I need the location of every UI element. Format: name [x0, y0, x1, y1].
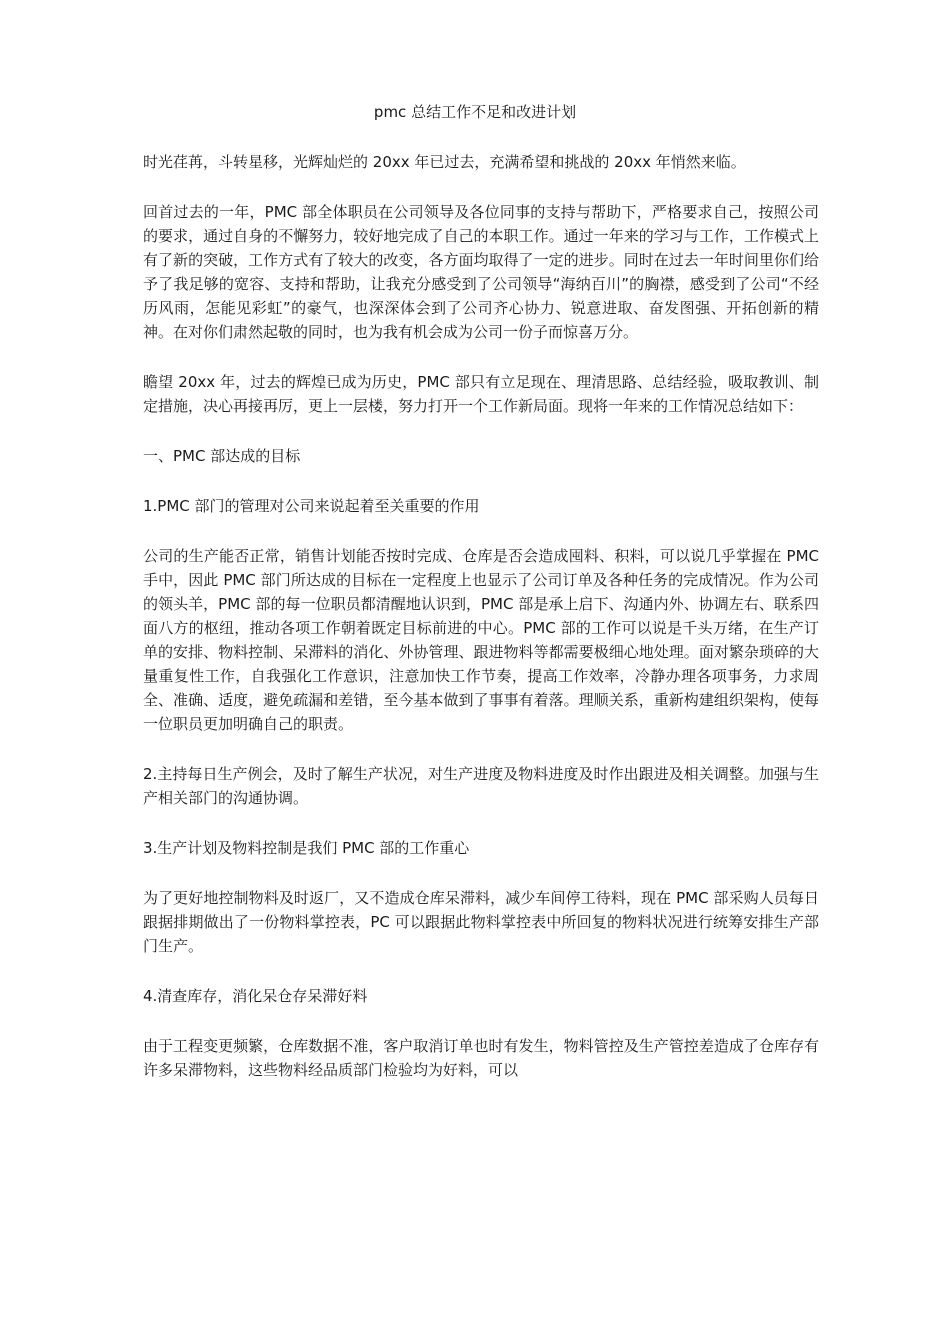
paragraph-review: 回首过去的一年，PMC 部全体职员在公司领导及各位同事的支持与帮助下，严格要求自己，按照公司的要求，通过自身的不懈努力，较好地完成了自己的本职工作。通过一年来的学习与工作，工作模式上有了新的突破，工作方式有了较大的改变，各方面均取得了一定的进步。同时在过去一年时间里你们给予了我足够的宽容、支持和帮助，让我充分感受到了公司领导“海纳百川”的胸襟，感受到了公司“不经历风雨，怎能见彩虹”的豪气，也深深体会到了公司齐心协力、锐意进取、奋发图强、开拓创新的精神。在对你们肃然起敬的同时，也为我有机会成为公司一份子而惊喜万分。 [143, 203, 819, 341]
document-body [143, 150, 819, 1108]
paragraph-outlook: 瞻望 20xx 年，过去的辉煌已成为历史，PMC 部只有立足现在、理清思路、总结经验，吸取教训、制定措施，决心再接再厉，更上一层楼，努力打开一个工作新局面。现将一年来的工作情况总结如下： [143, 373, 819, 415]
paragraph-material-control: 为了更好地控制物料及时返厂，又不造成仓库呆滞料，减少车间停工待料，现在 PMC 部采购人员每日跟据排期做出了一份物料掌控表，PC 可以跟据此物料掌控表中所回复的物料状况进行统筹安排生产部门生产。 [143, 889, 819, 955]
subheading-2: 2.主持每日生产例会，及时了解生产状况，对生产进度及物料进度及时作出跟进及相关调整。加强与生产相关部门的沟通协调。 [143, 765, 819, 807]
paragraph-pmc-role: 公司的生产能否正常，销售计划能否按时完成、仓库是否会造成囤料、积料，可以说几乎掌握在 PMC 手中，因此 PMC 部门所达成的目标在一定程度上也显示了公司订单及各种任务的完成情况。作为公司的领头羊，PMC 部的每一位职员都清醒地认识到，PMC 部是承上启下、沟通内外、协调左右、联系四面八方的枢纽，推动各项工作朝着既定目标前进的中心。PMC 部的工作可以说是千头万绪，在生产订单的安排、物料控制、呆滞料的消化、外协管理、跟进物料等都需要极细心地处理。面对繁杂琐碎的大量重复性工作，自我强化工作意识，注意加快工作节奏，提高工作效率，冷静办理各项事务，力求周全、准确、适度，避免疏漏和差错，至今基本做到了事事有着落。理顺关系，重新构建组织架构，使每一位职员更加明确自己的职责。 [143, 547, 819, 733]
subheading-3: 3.生产计划及物料控制是我们 PMC 部的工作重心 [143, 839, 470, 857]
subheading-1: 1.PMC 部门的管理对公司来说起着至关重要的作用 [143, 497, 480, 515]
subheading-4: 4.清查库存，消化呆仓存呆滞好料 [143, 987, 368, 1005]
section-heading-1: 一、PMC 部达成的目标 [143, 447, 301, 465]
document-title: pmc 总结工作不足和改进计划 [373, 103, 577, 121]
paragraph-intro: 时光荏苒，斗转星移，光辉灿烂的 20xx 年已过去，充满希望和挑战的 20xx 年悄然来临。 [143, 153, 746, 171]
paragraph-inventory: 由于工程变更频繁，仓库数据不准，客户取消订单也时有发生，物料管控及生产管控差造成了仓库存有许多呆滞物料，这些物料经品质部门检验均为好料，可以 [143, 1037, 819, 1079]
